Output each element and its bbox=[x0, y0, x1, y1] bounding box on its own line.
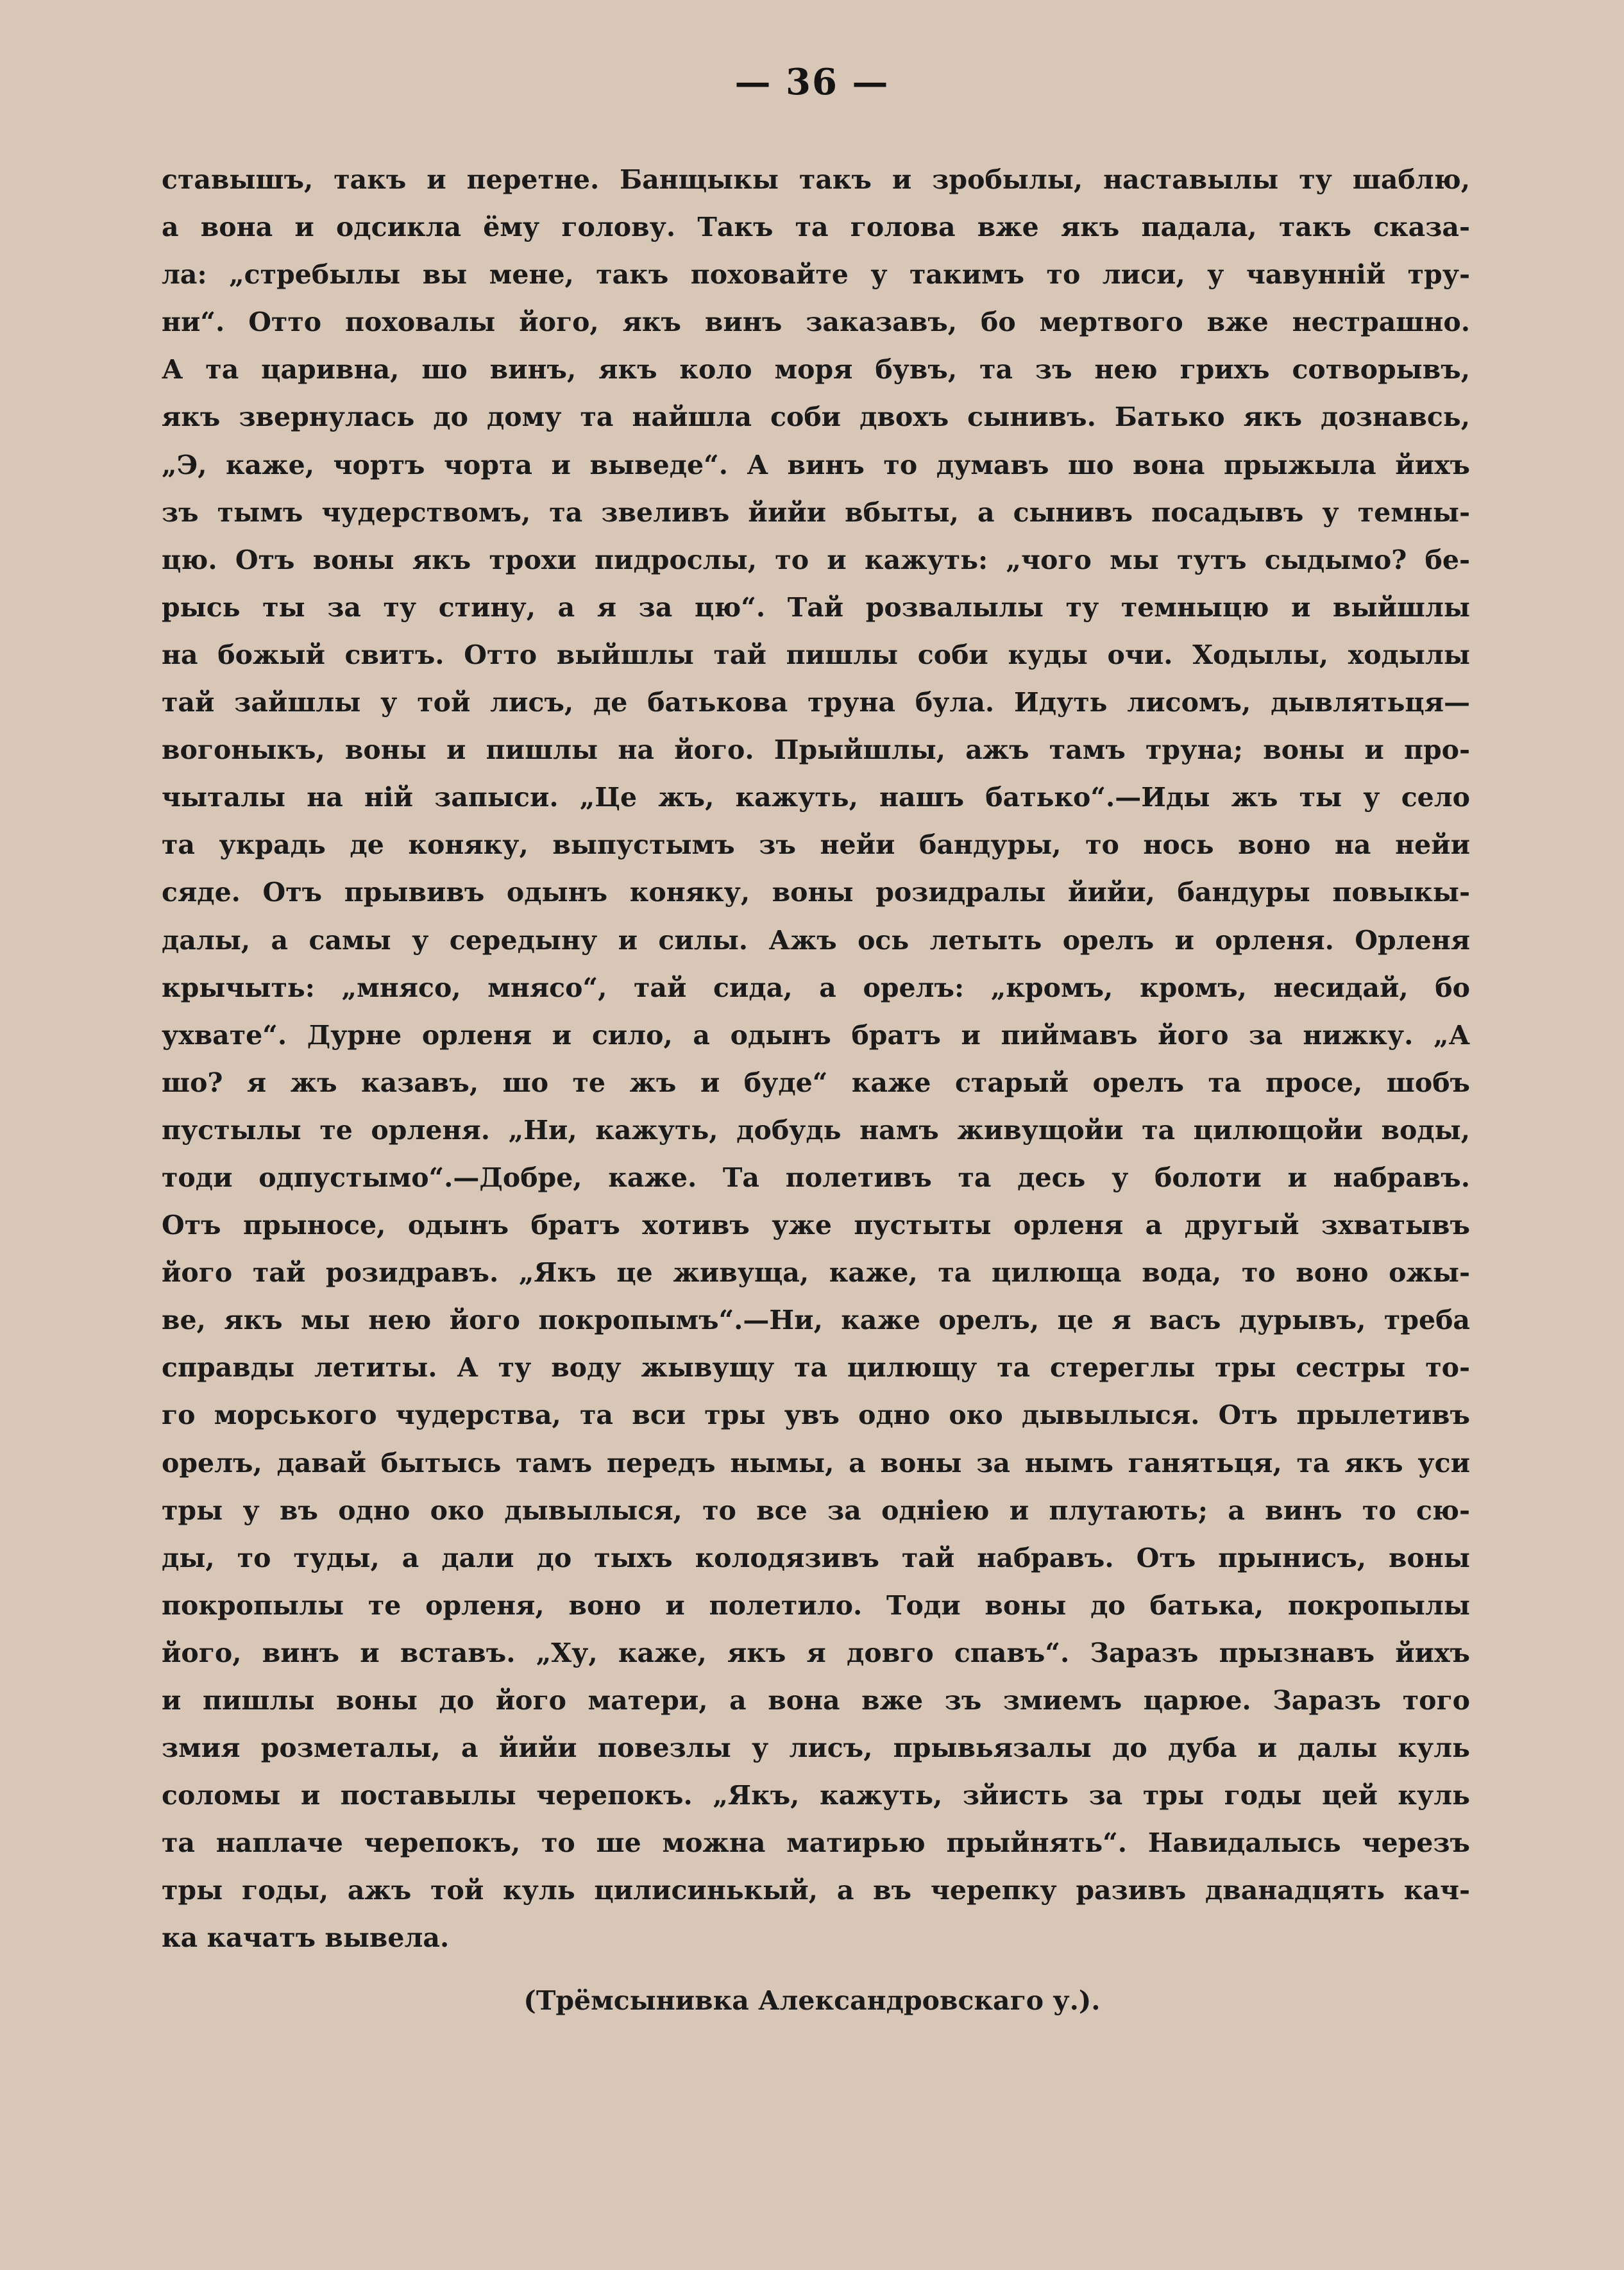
text-line: покропылы те орленя, воно и полетило. Тоди воны до батька, покропылы bbox=[162, 1589, 1470, 1621]
text-line: ухвате“. Дурне орленя и сило, а одынъ братъ и пиймавъ його за нижку. „А bbox=[162, 1019, 1470, 1051]
text-line: тай зайшлы у той лисъ, де батькова труна була. Идуть лисомъ, дывлятьця— bbox=[162, 687, 1470, 718]
text-line: цю. Отъ воны якъ трохи пидрослы, то и кажуть: „чого мы тутъ сыдымо? бе- bbox=[162, 544, 1470, 575]
text-line: рысь ты за ту стину, а я за цю“. Тай розвалылы ту темныцю и выйшлы bbox=[162, 591, 1470, 623]
text-line: ни“. Отто поховалы його, якъ винъ заказавъ, бо мертвого вже нестрашно. bbox=[162, 307, 1470, 338]
text-line: А та царивна, шо винъ, якъ коло моря бувъ, та зъ нею грихъ сотворывъ, bbox=[162, 354, 1470, 385]
text-line: справды летиты. А ту воду жывущу та цилющу та стереглы тры сестры то- bbox=[162, 1352, 1470, 1384]
text-line: и пишлы воны до його матери, а вона вже зъ змиемъ царюе. Заразъ того bbox=[162, 1685, 1470, 1716]
text-line: крычыть: „мнясо, мнясо“, тай сида, а орелъ: „кромъ, кромъ, несидай, бо bbox=[162, 972, 1470, 1003]
text-line: зъ тымъ чудерствомъ, та звеливъ йийи вбыты, а сынивъ посадывъ у темны- bbox=[162, 496, 1470, 528]
text-line: соломы и поставылы черепокъ. „Якъ, кажуть, зйисть за тры годы цей куль bbox=[162, 1780, 1470, 1811]
text-line: ставышъ, такъ и перетне. Банщыкы такъ и зробылы, наставылы ту шаблю, bbox=[162, 164, 1470, 195]
text-line: го морського чудерства, та вси тры увъ одно око дывылыся. Отъ прылетивъ bbox=[162, 1400, 1470, 1431]
text-line: та наплаче черепокъ, то ше можна матирью прыйнять“. Навидалысь черезъ bbox=[162, 1827, 1470, 1859]
text-line: змия розметалы, а йийи повезлы у лисъ, прывьязалы до дуба и далы куль bbox=[162, 1732, 1470, 1764]
text-line: орелъ, давай бытысь тамъ передъ нымы, а воны за нымъ ганятьця, та якъ уси bbox=[162, 1447, 1470, 1478]
text-line: якъ звернулась до дому та найшла соби двохъ сынивъ. Батько якъ дознавсь, bbox=[162, 402, 1470, 433]
text-line: ве, якъ мы нею його покропымъ“.—Ни, каже орелъ, це я васъ дурывъ, треба bbox=[162, 1305, 1470, 1336]
text-line: ла: „стребылы вы мене, такъ поховайте у такимъ то лиси, у чавунній тру- bbox=[162, 259, 1470, 291]
text-line: шо? я жъ казавъ, шо те жъ и буде“ каже старый орелъ та просе, шобъ bbox=[162, 1067, 1470, 1098]
text-line: на божый свитъ. Отто выйшлы тай пишлы соби куды очи. Ходылы, ходылы bbox=[162, 639, 1470, 670]
text-line: ды, то туды, а дали до тыхъ колодязивъ тай набравъ. Отъ прынисъ, воны bbox=[162, 1542, 1470, 1573]
text-line: ка качатъ вывела. bbox=[162, 1922, 450, 1954]
text-line: чыталы на ній запыси. „Це жъ, кажуть, нашъ батько“.—Иды жъ ты у село bbox=[162, 782, 1470, 813]
text-line: його, винъ и вставъ. „Ху, каже, якъ я довго спавъ“. Заразъ прызнавъ йихъ bbox=[162, 1637, 1470, 1668]
text-line: тоди одпустымо“.—Добре, каже. Та полетивъ та десь у болоти и набравъ. bbox=[162, 1162, 1470, 1193]
body-text bbox=[162, 156, 1470, 1962]
text-line: далы, а самы у середыну и силы. Ажъ ось летыть орелъ и орленя. Орленя bbox=[162, 924, 1470, 956]
text-line: та украдь де коняку, выпустымъ зъ нейи бандуры, то нось воно на нейи bbox=[162, 829, 1470, 861]
text-line: сяде. Отъ прывивъ одынъ коняку, воны розидралы йийи, бандуры повыкы- bbox=[162, 877, 1470, 908]
text-line: тры у въ одно око дывылыся, то все за одніею и плутають; а винъ то сю- bbox=[162, 1495, 1470, 1526]
text-line: вогоныкъ, воны и пишлы на його. Прыйшлы, ажъ тамъ труна; воны и про- bbox=[162, 734, 1470, 766]
text-line: пустылы те орленя. „Ни, кажуть, добудь намъ живущойи та цилющойи воды, bbox=[162, 1114, 1470, 1146]
text-line: тры годы, ажъ той куль цилисинькый, а въ черепку разивъ дванадцять кач- bbox=[162, 1875, 1470, 1906]
page-number: — 36 — bbox=[734, 61, 890, 103]
source-note: (Трёмсынивка Александровскаго у.). bbox=[523, 1985, 1101, 2016]
text-line: „Э, каже, чортъ чорта и выведе“. А винъ то думавъ шо вона прыжыла йихъ bbox=[162, 449, 1470, 480]
text-line: його тай розидравъ. „Якъ це живуща, каже, та цилюща вода, то воно ожы- bbox=[162, 1257, 1470, 1289]
text-line: а вона и одсикла ёму голову. Такъ та голова вже якъ падала, такъ сказа- bbox=[162, 212, 1470, 243]
text-line: Отъ прыносе, одынъ братъ хотивъ уже пустыты орленя а другый зхватывъ bbox=[162, 1210, 1470, 1241]
